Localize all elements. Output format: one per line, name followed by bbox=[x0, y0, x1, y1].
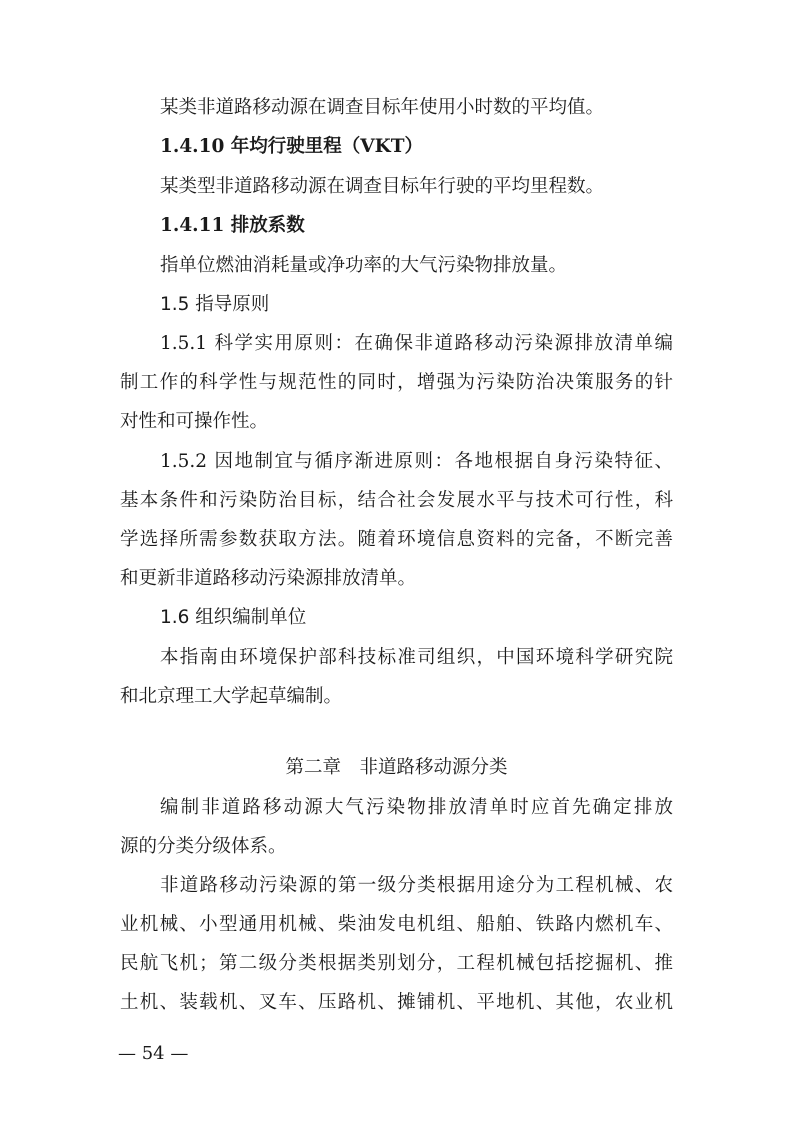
body-text: 指单位燃油消耗量或净功率的大气污染物排放量。 bbox=[160, 255, 568, 276]
body-text: 制工作的科学性与规范性的同时，增强为污染防治决策服务的针 bbox=[120, 372, 673, 393]
body-text: 学选择所需参数获取方法。随着环境信息资料的完备，不断完善 bbox=[120, 529, 673, 550]
body-text: 土机、装载机、叉车、压路机、摊铺机、平地机、其他，农业机 bbox=[120, 992, 673, 1013]
body-text: 和更新非道路移动污染源排放清单。 bbox=[120, 568, 417, 589]
chapter-title: 第二章 非道路移动源分类 bbox=[285, 757, 508, 778]
section-heading-1-4-10: 1.4.10 年均行驶里程（VKT） bbox=[160, 136, 424, 157]
page-number: — 54 — bbox=[118, 1043, 189, 1064]
body-text: 民航飞机；第二级分类根据类别划分，工程机械包括挖掘机、推 bbox=[120, 953, 673, 974]
section-heading-1-4-11: 1.4.11 排放系数 bbox=[160, 215, 305, 236]
body-text: 源的分类分级体系。 bbox=[120, 836, 287, 857]
section-heading-1-5: 1.5 指导原则 bbox=[160, 294, 270, 315]
body-text: 和北京理工大学起草编制。 bbox=[120, 686, 343, 707]
body-text: 非道路移动污染源的第一级分类根据用途分为工程机械、农 bbox=[160, 875, 673, 896]
body-text: 基本条件和污染防治目标，结合社会发展水平与技术可行性，科 bbox=[120, 490, 673, 511]
body-text: 本指南由环境保护部科技标准司组织，中国环境科学研究院 bbox=[160, 647, 673, 668]
body-text: 某类型非道路移动源在调查目标年行驶的平均里程数。 bbox=[160, 176, 605, 197]
section-heading-1-6: 1.6 组织编制单位 bbox=[160, 607, 307, 628]
body-text: 某类非道路移动源在调查目标年使用小时数的平均值。 bbox=[160, 97, 605, 118]
body-text: 1.5.2 因地制宜与循序渐进原则：各地根据自身污染特征、 bbox=[160, 451, 673, 472]
body-text: 1.5.1 科学实用原则：在确保非道路移动污染源排放清单编 bbox=[160, 333, 673, 354]
body-text: 对性和可操作性。 bbox=[120, 411, 269, 432]
body-text: 编制非道路移动源大气污染物排放清单时应首先确定排放 bbox=[160, 797, 673, 818]
body-text: 业机械、小型通用机械、柴油发电机组、船舶、铁路内燃机车、 bbox=[120, 914, 673, 935]
